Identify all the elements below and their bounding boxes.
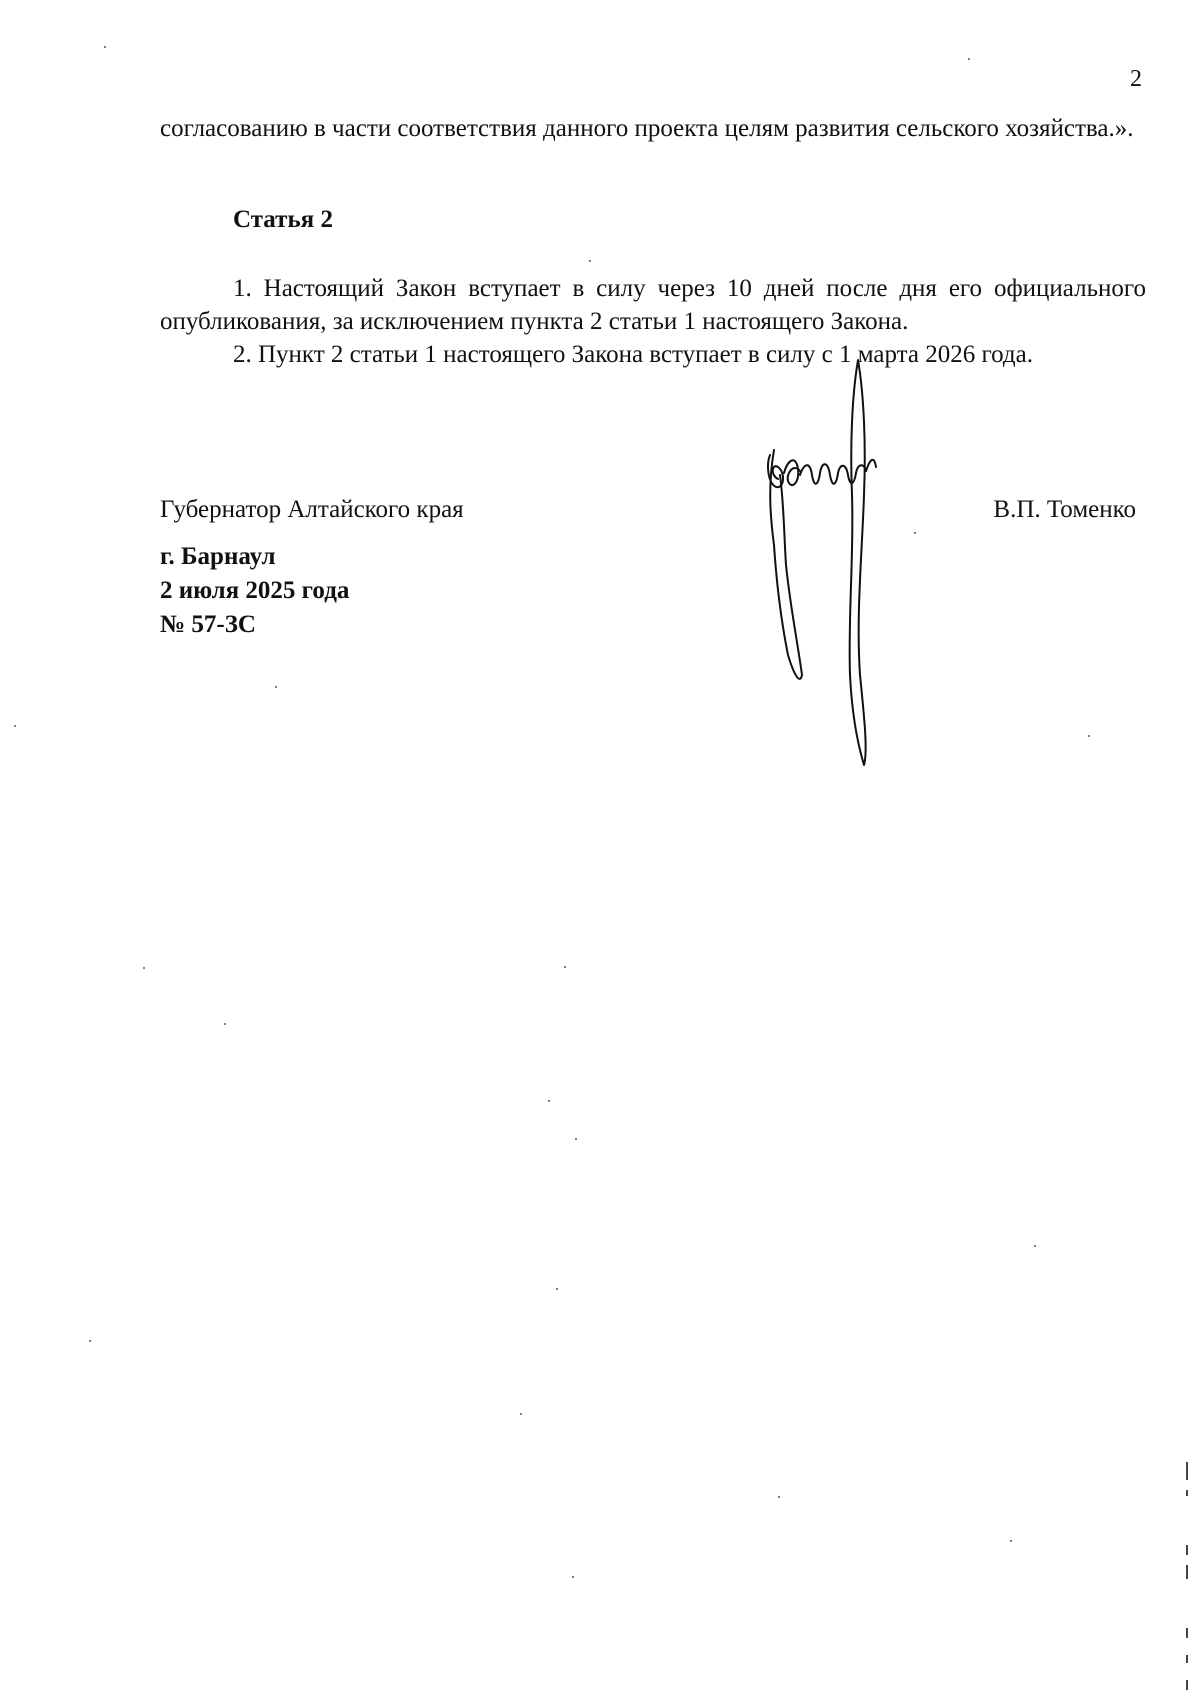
- scan-edge-mark: [1186, 1655, 1188, 1663]
- scan-speck: [914, 532, 916, 534]
- scan-speck: [572, 1576, 574, 1578]
- scan-speck: [968, 58, 970, 60]
- scan-edge-mark: [1186, 1680, 1188, 1690]
- scan-speck: [520, 1413, 522, 1415]
- scan-speck: [564, 966, 566, 968]
- handwritten-signature-icon: [740, 355, 940, 775]
- scan-speck: [778, 1496, 780, 1498]
- place: г. Барнаул: [160, 543, 276, 570]
- signatory-title: Губернатор Алтайского края: [160, 496, 464, 523]
- article-paragraph-1: 1. Настоящий Закон вступает в силу через 10 дней после дня его официального опубликования, за исключением пункта 2 статьи 1 настоящего Закона.: [160, 275, 1146, 335]
- article-paragraph-2: 2. Пункт 2 статьи 1 настоящего Закона вступает в силу с 1 марта 2026 года.: [233, 341, 1033, 368]
- continuation-paragraph: согласованию в части соответствия данного проекта целям развития сельского хозяйства.».: [160, 115, 1134, 142]
- article-heading: Статья 2: [233, 206, 333, 233]
- scan-edge-mark: [1186, 1545, 1188, 1555]
- scan-speck: [1088, 735, 1090, 737]
- scan-speck: [143, 967, 145, 969]
- scan-speck: [224, 1023, 226, 1025]
- scan-speck: [89, 1340, 91, 1342]
- law-number: № 57-ЗС: [160, 611, 256, 638]
- page-number: 2: [1130, 66, 1142, 92]
- scan-speck: [575, 1138, 577, 1140]
- scan-speck: [1034, 1245, 1036, 1247]
- scan-edge-mark: [1186, 1628, 1188, 1638]
- scan-speck: [14, 725, 16, 727]
- scan-speck: [556, 1288, 558, 1290]
- scan-edge-mark: [1186, 1565, 1188, 1579]
- article-body: [160, 272, 1146, 371]
- scan-speck: [104, 46, 106, 48]
- scan-speck: [548, 1100, 550, 1102]
- scan-edge-mark: [1186, 1490, 1188, 1496]
- scan-speck: [275, 686, 277, 688]
- place-date-block: [160, 540, 349, 642]
- scan-speck: [589, 260, 591, 262]
- date: 2 июля 2025 года: [160, 577, 350, 604]
- scan-speck: [1010, 1540, 1012, 1542]
- scan-edge-mark: [1186, 1462, 1188, 1480]
- signatory-name: В.П. Томенко: [993, 496, 1136, 523]
